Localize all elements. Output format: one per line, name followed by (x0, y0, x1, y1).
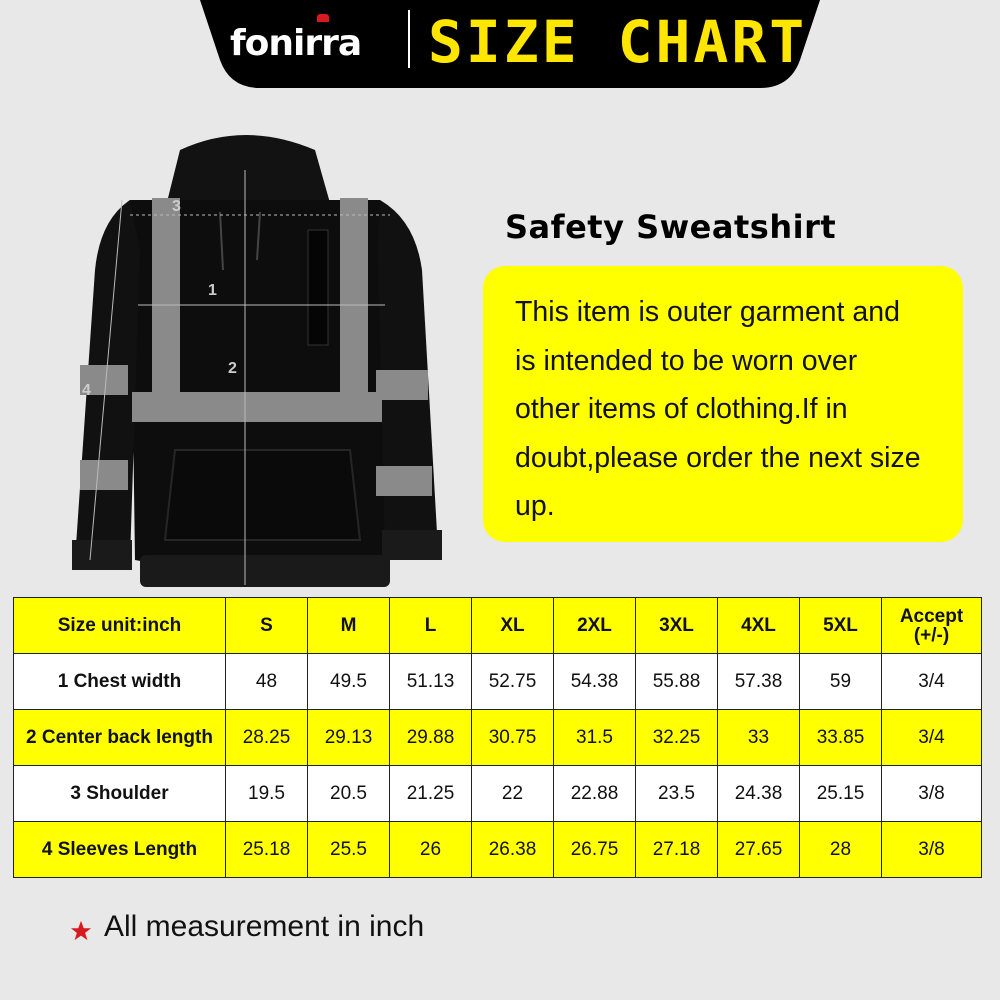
table-cell: 25.5 (308, 822, 390, 878)
table-row (14, 710, 982, 766)
table-header-row (14, 598, 982, 654)
table-cell: 23.5 (636, 766, 718, 822)
table-cell: 27.18 (636, 822, 718, 878)
table-cell: 19.5 (226, 766, 308, 822)
accept-header-line: Accept (899, 605, 964, 627)
size-header: 3XL (636, 598, 718, 654)
accept-header-line: (+/-) (913, 624, 950, 646)
table-cell: 21.25 (390, 766, 472, 822)
size-table (13, 597, 982, 878)
page-title: SIZE CHART (428, 8, 808, 76)
note-line: up. (515, 490, 555, 522)
note-line: doubt,please order the next size (515, 441, 921, 474)
measurement-note-text: All measurement in inch (104, 910, 425, 943)
size-header: L (390, 598, 472, 654)
table-cell: 29.88 (390, 710, 472, 766)
accept-cell: 3/8 (882, 766, 982, 822)
table-cell: 22.88 (554, 766, 636, 822)
note-line: is intended to be worn over (515, 344, 858, 377)
measure-label-1: 1 (208, 282, 217, 299)
row-label: 2 Center back length (14, 710, 226, 766)
table-cell: 49.5 (308, 654, 390, 710)
size-header: M (308, 598, 390, 654)
table-cell: 55.88 (636, 654, 718, 710)
brand-logo-mark (317, 14, 329, 22)
table-row (14, 822, 982, 878)
table-cell: 51.13 (390, 654, 472, 710)
measurement-note (70, 905, 424, 949)
table-row (14, 766, 982, 822)
accept-header (882, 598, 982, 654)
table-cell: 28.25 (226, 710, 308, 766)
measure-label-3: 3 (172, 198, 181, 215)
table-cell: 27.65 (718, 822, 800, 878)
size-advice-text (515, 288, 945, 531)
unit-header: Size unit:inch (14, 598, 226, 654)
table-cell: 26.75 (554, 822, 636, 878)
size-advice-box (483, 266, 963, 542)
table-cell: 26.38 (472, 822, 554, 878)
accept-cell: 3/8 (882, 822, 982, 878)
table-cell: 31.5 (554, 710, 636, 766)
banner-divider (408, 10, 410, 68)
table-cell: 28 (800, 822, 882, 878)
measure-label-4: 4 (82, 382, 91, 399)
size-header: XL (472, 598, 554, 654)
measure-label-2: 2 (228, 360, 237, 377)
table-cell: 54.38 (554, 654, 636, 710)
sweatshirt-image (60, 130, 480, 600)
table-cell: 32.25 (636, 710, 718, 766)
table-cell: 52.75 (472, 654, 554, 710)
table-cell: 20.5 (308, 766, 390, 822)
product-title: Safety Sweatshirt (505, 208, 837, 246)
table-cell: 22 (472, 766, 554, 822)
table-cell: 33.85 (800, 710, 882, 766)
table-cell: 33 (718, 710, 800, 766)
table-cell: 48 (226, 654, 308, 710)
row-label: 4 Sleeves Length (14, 822, 226, 878)
table-cell: 30.75 (472, 710, 554, 766)
note-line: other items of clothing.If in (515, 393, 848, 425)
row-label: 3 Shoulder (14, 766, 226, 822)
star-icon (70, 920, 92, 942)
row-label: 1 Chest width (14, 654, 226, 710)
table-cell: 59 (800, 654, 882, 710)
brand-logo: fonirra (230, 23, 362, 64)
table-cell: 25.18 (226, 822, 308, 878)
table-cell: 25.15 (800, 766, 882, 822)
size-header: S (226, 598, 308, 654)
table-cell: 24.38 (718, 766, 800, 822)
table-cell: 26 (390, 822, 472, 878)
table-row (14, 654, 982, 710)
size-header: 5XL (800, 598, 882, 654)
accept-cell: 3/4 (882, 654, 982, 710)
note-line: This item is outer garment and (515, 296, 900, 328)
table-cell: 57.38 (718, 654, 800, 710)
accept-cell: 3/4 (882, 710, 982, 766)
size-header: 2XL (554, 598, 636, 654)
size-header: 4XL (718, 598, 800, 654)
table-cell: 29.13 (308, 710, 390, 766)
